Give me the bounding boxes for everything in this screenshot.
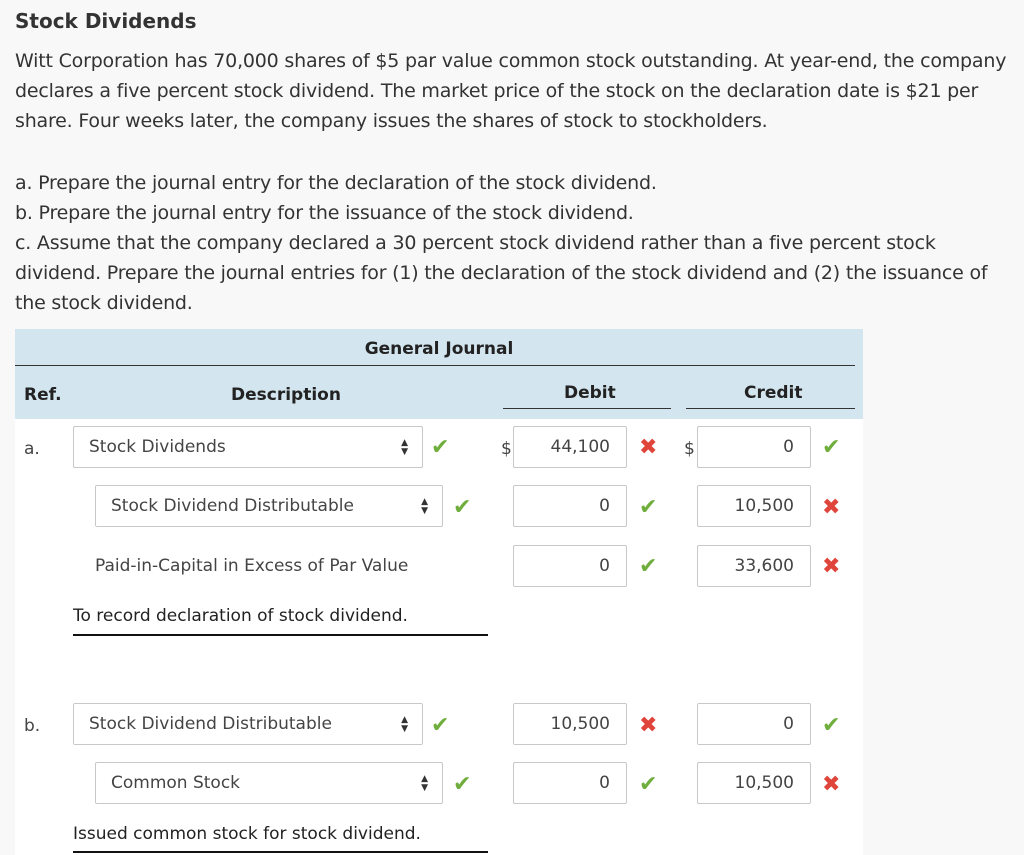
checkmark-icon: ✔ xyxy=(453,772,472,797)
problem-statement: Witt Corporation has 70,000 shares of $5 par value common stock outstanding. At year-end, the company declares a five percent stock dividend. The market price of the stock on the declaration date is $21 per share. Four weeks later, the company issues the shares of stock to stockholders. xyxy=(15,50,1007,132)
debit-input[interactable]: 10,500 xyxy=(513,703,627,745)
up-down-arrows-icon: ▲︎ ▼︎ xyxy=(401,715,408,734)
debit-input[interactable]: 44,100 xyxy=(513,426,627,468)
task-b: b. Prepare the journal entry for the issuance of the stock dividend. xyxy=(15,202,634,224)
task-c-line-2: dividend. Prepare the journal entries for (1) the declaration of the stock dividend and (2) the issuance of xyxy=(15,262,988,284)
up-down-arrows-icon: ▲︎ ▼︎ xyxy=(421,497,428,516)
entry-memo: To record declaration of stock dividend. xyxy=(73,606,408,626)
ref-column-header: Ref. xyxy=(24,385,62,405)
account-select-value: Common Stock xyxy=(111,773,241,793)
checkmark-icon: ✔ xyxy=(431,435,450,460)
journal-title-rule xyxy=(15,365,855,366)
account-select-value: Stock Dividends xyxy=(89,437,226,457)
checkmark-icon: ✔ xyxy=(431,713,450,738)
account-select-value: Stock Dividend Distributable xyxy=(111,496,354,516)
checkmark-icon: ✔ xyxy=(639,772,658,797)
credit-input[interactable]: 10,500 xyxy=(697,485,811,527)
page-title: Stock Dividends xyxy=(15,9,197,33)
credit-input[interactable]: 0 xyxy=(697,703,811,745)
entry-memo: Issued common stock for stock dividend. xyxy=(73,824,421,844)
task-a: a. Prepare the journal entry for the declaration of the stock dividend. xyxy=(15,172,657,194)
debit-currency-symbol: $ xyxy=(501,439,512,459)
memo-rule xyxy=(73,851,488,853)
account-select[interactable] xyxy=(73,703,423,745)
credit-input[interactable]: 0 xyxy=(697,426,811,468)
credit-input[interactable]: 33,600 xyxy=(697,545,811,587)
account-select[interactable] xyxy=(95,762,443,804)
credit-input[interactable]: 10,500 xyxy=(697,762,811,804)
journal-header xyxy=(15,329,863,419)
credit-header-rule xyxy=(686,408,855,409)
description-column-header: Description xyxy=(231,385,341,405)
entry-ref-a: a. xyxy=(24,439,40,459)
up-down-arrows-icon: ▲︎ ▼︎ xyxy=(421,774,428,793)
account-label: Paid-in-Capital in Excess of Par Value xyxy=(95,556,409,576)
task-c-line-3: the stock dividend. xyxy=(15,292,193,314)
checkmark-icon: ✔ xyxy=(822,713,841,738)
general-journal xyxy=(15,329,863,855)
x-mark-icon: ✖ xyxy=(822,772,841,797)
account-select[interactable] xyxy=(73,426,423,468)
debit-input[interactable]: 0 xyxy=(513,545,627,587)
debit-input[interactable]: 0 xyxy=(513,485,627,527)
debit-header-rule xyxy=(503,408,671,409)
checkmark-icon: ✔ xyxy=(639,554,658,579)
debit-column-header: Debit xyxy=(564,383,616,403)
checkmark-icon: ✔ xyxy=(639,495,658,520)
debit-input[interactable]: 0 xyxy=(513,762,627,804)
up-down-arrows-icon: ▲︎ ▼︎ xyxy=(401,438,408,457)
memo-rule xyxy=(73,634,488,636)
journal-title: General Journal xyxy=(364,339,514,359)
task-c-line-1: c. Assume that the company declared a 30 percent stock dividend rather than a five percent stock xyxy=(15,232,936,254)
account-select-value: Stock Dividend Distributable xyxy=(89,714,332,734)
x-mark-icon: ✖ xyxy=(639,435,658,460)
x-mark-icon: ✖ xyxy=(822,495,841,520)
entry-ref-b: b. xyxy=(24,716,41,736)
account-select[interactable] xyxy=(95,485,443,527)
x-mark-icon: ✖ xyxy=(639,713,658,738)
x-mark-icon: ✖ xyxy=(822,554,841,579)
credit-column-header: Credit xyxy=(744,383,803,403)
checkmark-icon: ✔ xyxy=(822,435,841,460)
task-list xyxy=(15,168,1015,318)
checkmark-icon: ✔ xyxy=(453,495,472,520)
credit-currency-symbol: $ xyxy=(684,439,695,459)
